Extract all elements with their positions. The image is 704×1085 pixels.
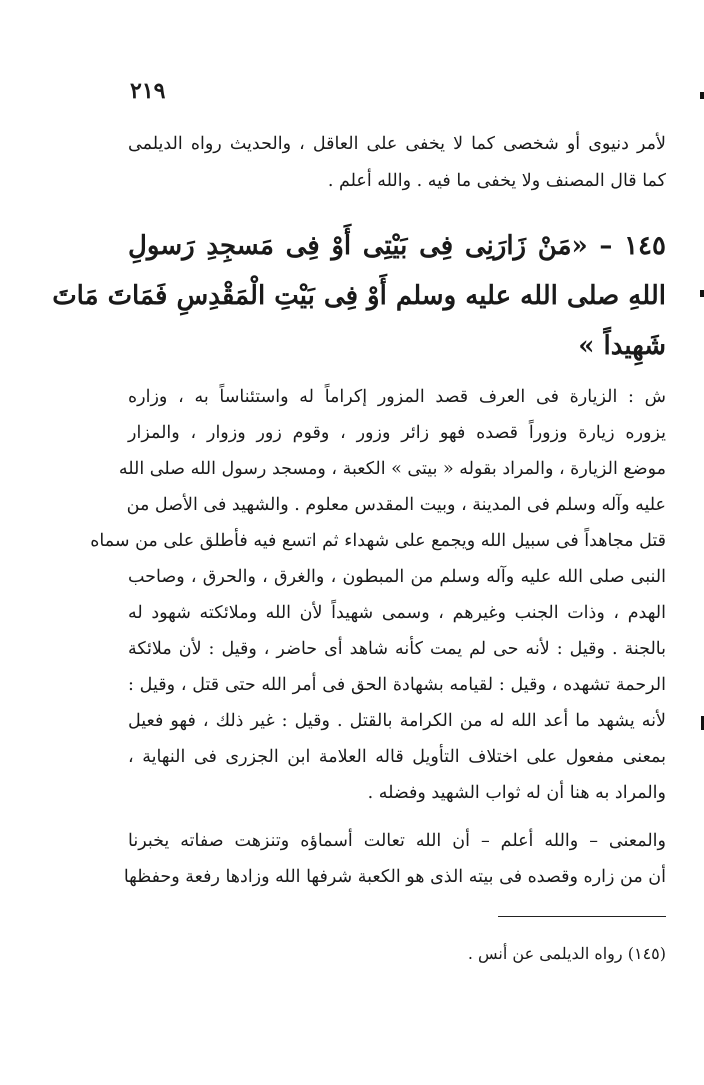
commentary-line: والمراد به هنا أن له ثواب الشهيد وفضله .	[367, 783, 666, 803]
commentary-line: قتل مجاهداً فى سبيل الله ويجمع على شهداء ثم اتسع فيه فأطلق على من سماه	[90, 531, 666, 551]
meaning-line: أن من زاره وقصده فى بيته الذى هو الكعبة شرفها الله وزادها رفعة وحفظها	[123, 867, 666, 887]
commentary-line: النبى صلى الله عليه وآله وسلم من المبطون ، والغرق ، والحرق ، وصاحب	[128, 567, 666, 587]
commentary-line: الرحمة تشهده ، وقيل : لقيامه بشهادة الحق فى أمر الله حتى قتل ، وقيل :	[128, 675, 666, 695]
commentary-line: بالجنة . وقيل : لأنه حى لم يمت كأنه شاهد أى حاضر ، وقيل : لأن ملائكة	[128, 639, 666, 659]
commentary-line: لأنه يشهد ما أعد الله له من الكرامة بالقتل . وقيل : غير ذلك ، فهو فعيل	[128, 711, 666, 731]
hadith-line: شَهِيداً »	[578, 331, 666, 361]
commentary-line: بمعنى مفعول على اختلاف التأويل قاله العلامة ابن الجزرى فى النهاية ،	[128, 747, 666, 767]
edge-mark-top	[700, 92, 704, 99]
footnote-rule	[498, 916, 666, 917]
footnote: (١٤٥) رواه الديلمى عن أنس .	[467, 944, 666, 963]
hadith-line: اللهِ صلى الله عليه وسلم أَوْ فِى بَيْتِ الْمَقْدِسِ فَمَاتَ مَاتَ	[52, 281, 666, 311]
intro-line: لأمر دنيوى أو شخصى كما لا يخفى على العاقل ، والحديث رواه الديلمى	[128, 134, 666, 154]
intro-line: كما قال المصنف ولا يخفى ما فيه . والله أعلم .	[327, 171, 666, 191]
edge-mark-middle	[700, 290, 704, 297]
commentary-line: عليه وآله وسلم فى المدينة ، وبيت المقدس معلوم . والشهيد فى الأصل من	[126, 495, 666, 515]
commentary-line: موضع الزيارة ، والمراد بقوله « بيتى » الكعبة ، ومسجد رسول الله صلى الله	[118, 459, 666, 479]
meaning-line: والمعنى – والله أعلم – أن الله تعالت أسماؤه وتنزهت صفاته يخبرنا	[128, 831, 666, 851]
commentary-line: الهدم ، وذات الجنب وغيرهم ، وسمى شهيداً لأن الله وملائكته شهود له	[128, 603, 666, 623]
commentary-line: ش : الزيارة فى العرف قصد المزور إكراماً له واستئناساً به ، وزاره	[128, 387, 666, 407]
page-number: ٢١٩	[130, 78, 166, 104]
commentary-line: يزوره زيارة وزوراً قصده فهو زائر وزور ، وقوم زور وزوار ، والمزار	[128, 423, 666, 443]
hadith-line: ١٤٥ – «مَنْ زَارَنِى فِى بَيْتِى أَوْ فِى مَسجِدِ رَسولِ	[128, 231, 666, 261]
